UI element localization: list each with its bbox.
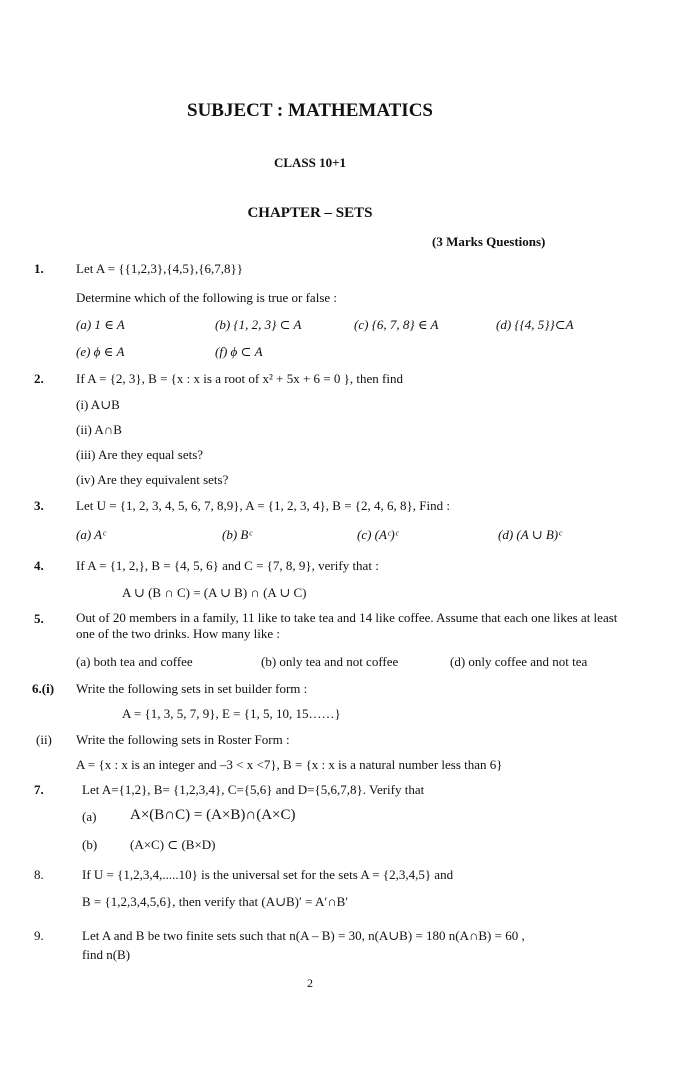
question-8-statement-continued: B = {1,2,3,4,5,6}, then verify that (A∪B)′ = A′∩B′ xyxy=(82,894,349,909)
question-2-part-i: (i) A∪B xyxy=(76,397,120,412)
question-number-6ii: (ii) xyxy=(36,732,52,747)
question-5-statement: Out of 20 members in a family, 11 like to take tea and 14 like coffee. Assume that each one likes at least one of the two drinks. How many like : xyxy=(76,610,618,641)
question-number-4: 4. xyxy=(34,558,44,573)
question-9-statement: Let A and B be two finite sets such that n(A – B) = 30, n(A∪B) = 180 n(A∩B) = 60 , xyxy=(82,928,525,943)
question-7-part-a-label: (a) xyxy=(82,809,97,824)
question-1-option-d: (d) {{4, 5}}⊂A xyxy=(496,317,574,332)
question-2-part-ii: (ii) A∩B xyxy=(76,422,122,437)
question-5-option-b: (b) only tea and not coffee xyxy=(261,654,399,669)
question-7-part-b-equation: (A×C) ⊂ (B×D) xyxy=(130,837,216,852)
question-9-statement-continued: find n(B) xyxy=(82,947,131,962)
question-6i-sets: A = {1, 3, 5, 7, 9}, E = {1, 5, 10, 15……} xyxy=(122,706,341,721)
question-3-option-d: (d) (A ∪ B)ᶜ xyxy=(498,527,562,542)
question-7-part-a-equation: A×(B∩C) = (A×B)∩(A×C) xyxy=(130,807,296,823)
question-3-option-b: (b) Bᶜ xyxy=(222,527,252,542)
question-1-option-f: (f) ϕ ⊂ A xyxy=(215,344,263,359)
question-number-1: 1. xyxy=(34,261,44,276)
question-1-statement: Let A = {{1,2,3},{4,5},{6,7,8}} xyxy=(76,261,244,276)
question-4-equation: A ∪ (B ∩ C) = (A ∪ B) ∩ (A ∪ C) xyxy=(122,585,307,600)
question-4-statement: If A = {1, 2,}, B = {4, 5, 6} and C = {7, 8, 9}, verify that : xyxy=(76,558,379,573)
question-1-option-c: (c) {6, 7, 8} ∈ A xyxy=(354,317,439,332)
question-6ii-sets: A = {x : x is an integer and –3 < x <7}, B = {x : x is a natural number less than 6} xyxy=(76,757,503,772)
question-8-statement: If U = {1,2,3,4,.....10} is the universal set for the sets A = {2,3,4,5} and xyxy=(82,867,454,882)
class-label: CLASS 10+1 xyxy=(273,155,347,170)
question-1-option-a: (a) 1 ∈ A xyxy=(76,317,125,332)
question-number-6i: 6.(i) xyxy=(32,681,55,696)
question-6ii-statement: Write the following sets in Roster Form : xyxy=(76,732,290,747)
page-title: SUBJECT : MATHEMATICS xyxy=(187,100,433,121)
question-7-part-b-label: (b) xyxy=(82,837,98,852)
question-number-9: 9. xyxy=(34,928,44,943)
question-number-8: 8. xyxy=(34,867,44,882)
question-6i-statement: Write the following sets in set builder form : xyxy=(76,681,308,696)
question-2-part-iv: (iv) Are they equivalent sets? xyxy=(76,472,229,487)
marks-label: (3 Marks Questions) xyxy=(432,234,546,249)
page-number: 2 xyxy=(307,976,313,990)
question-1-prompt: Determine which of the following is true or false : xyxy=(76,290,338,305)
question-5-option-d: (d) only coffee and not tea xyxy=(450,654,588,669)
chapter-heading: CHAPTER – SETS xyxy=(247,205,373,221)
question-number-2: 2. xyxy=(34,371,44,386)
question-2-part-iii: (iii) Are they equal sets? xyxy=(76,447,204,462)
question-5-option-a: (a) both tea and coffee xyxy=(76,654,193,669)
question-7-statement: Let A={1,2}, B= {1,2,3,4}, C={5,6} and D={5,6,7,8}. Verify that xyxy=(82,782,425,797)
question-2-statement: If A = {2, 3}, B = {x : x is a root of x² + 5x + 6 = 0 }, then find xyxy=(76,371,403,386)
question-number-7: 7. xyxy=(34,782,44,797)
question-number-5: 5. xyxy=(34,611,44,626)
question-number-3: 3. xyxy=(34,498,44,513)
question-3-option-c: (c) (Aᶜ)ᶜ xyxy=(357,527,399,542)
question-3-statement: Let U = {1, 2, 3, 4, 5, 6, 7, 8,9}, A = {1, 2, 3, 4}, B = {2, 4, 6, 8}, Find : xyxy=(76,498,450,513)
question-1-option-e: (e) ϕ ∈ A xyxy=(76,344,125,359)
question-3-option-a: (a) Aᶜ xyxy=(76,527,106,542)
question-1-option-b: (b) {1, 2, 3} ⊂ A xyxy=(215,317,302,332)
